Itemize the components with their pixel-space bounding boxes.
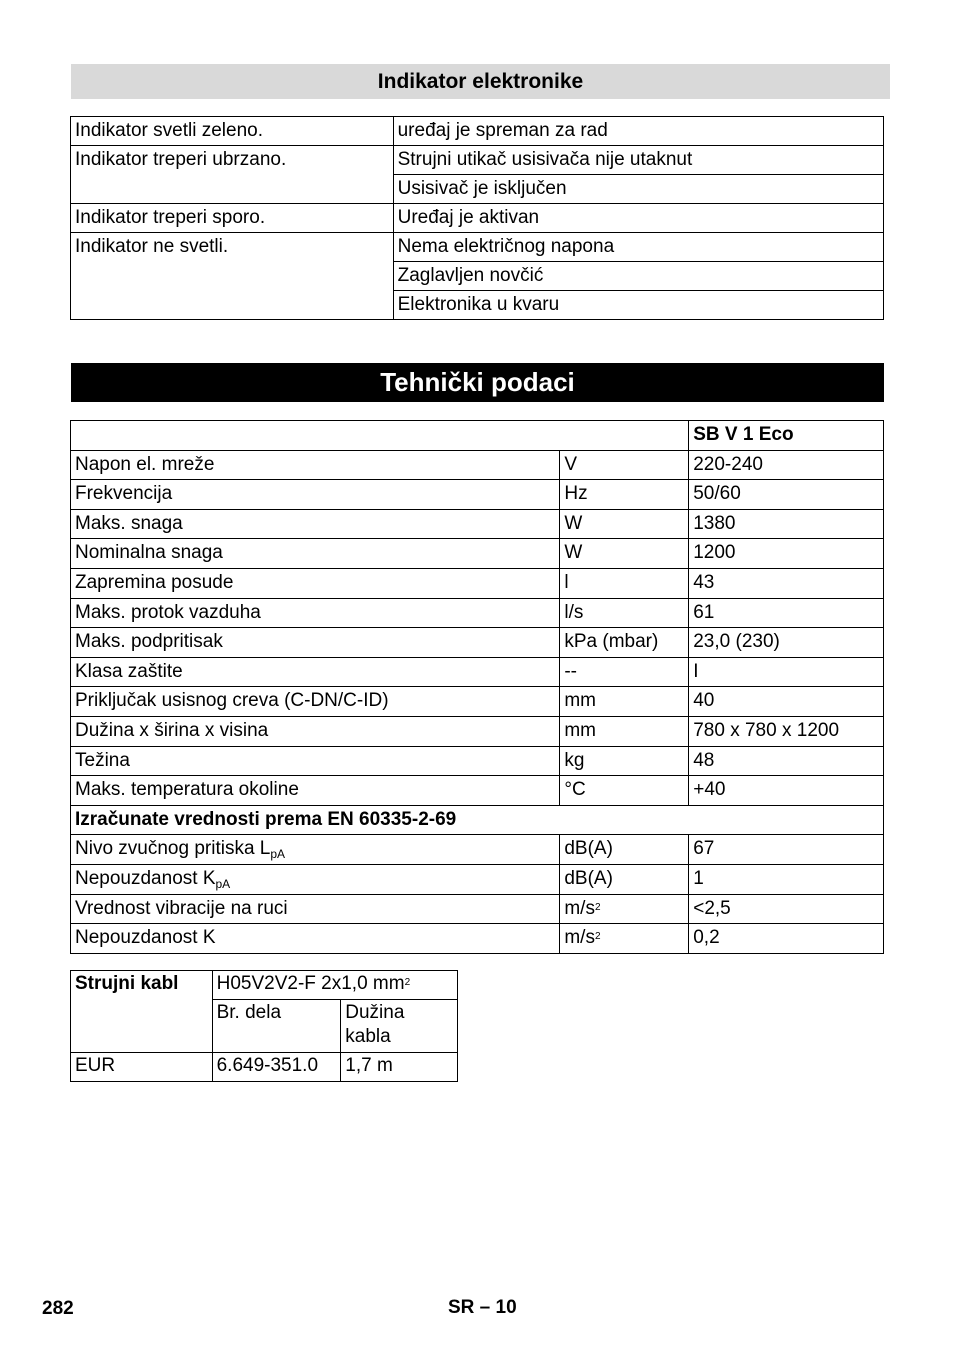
model-name (689, 421, 884, 451)
table-row (71, 971, 458, 1000)
spec-unit: V (560, 450, 689, 480)
spec-unit (560, 894, 689, 924)
spec-value: 220-240 (689, 450, 884, 480)
spec-label: Frekvencija (71, 480, 560, 510)
spec-label: Nominalna snaga (71, 539, 560, 569)
table-row (71, 450, 884, 480)
calc-heading-text: Izračunate vrednosti prema EN 60335-2-69 (75, 808, 457, 830)
indicator-meaning: uređaj je spreman za rad (393, 117, 883, 146)
indicator-section-heading: Indikator elektronike (71, 64, 890, 99)
table-row (71, 233, 884, 262)
spec-label-sub: pA (270, 847, 286, 862)
spec-value: 67 (689, 835, 884, 865)
indicator-state: Indikator ne svetli. (71, 233, 394, 320)
spec-label-text: Nepouzdanost K (75, 867, 216, 889)
cable-type (212, 971, 457, 1000)
indicator-meaning: Zaglavljen novčić (393, 262, 883, 291)
page-number: 282 (42, 1298, 74, 1319)
spec-value: 61 (689, 598, 884, 628)
indicator-state: Indikator svetli zeleno. (71, 117, 394, 146)
table-row (71, 204, 884, 233)
spec-value: 50/60 (689, 480, 884, 510)
cable-col-length: Dužina kabla (341, 1000, 458, 1053)
spec-unit: W (560, 509, 689, 539)
spec-unit: l/s (560, 598, 689, 628)
indicator-meaning: Uređaj je aktivan (393, 204, 883, 233)
spec-unit: °C (560, 776, 689, 806)
spec-unit-text: dB(A) (564, 867, 613, 889)
spec-label: Napon el. mreže (71, 450, 560, 480)
spec-label (71, 894, 560, 924)
spec-unit: W (560, 539, 689, 569)
spec-label: Zapremina posude (71, 568, 560, 598)
table-row (71, 716, 884, 746)
spec-value: 40 (689, 687, 884, 717)
spec-label: Dužina x širina x visina (71, 716, 560, 746)
spec-unit-text: m/s (564, 927, 595, 949)
spec-unit: Hz (560, 480, 689, 510)
table-row (71, 924, 884, 954)
table-row (71, 598, 884, 628)
spec-unit (560, 864, 689, 894)
spec-unit: -- (560, 657, 689, 687)
spec-value: 48 (689, 746, 884, 776)
empty-header-cell (71, 421, 689, 451)
indicator-meaning: Nema električnog napona (393, 233, 883, 262)
indicator-table (70, 116, 884, 320)
spec-unit: kPa (mbar) (560, 628, 689, 658)
cable-type-sup: 2 (404, 977, 411, 988)
table-row (71, 146, 884, 175)
spec-label: Klasa zaštite (71, 657, 560, 687)
spec-label: Maks. protok vazduha (71, 598, 560, 628)
spec-label (71, 864, 560, 894)
table-row (71, 657, 884, 687)
spec-unit-sup: 2 (594, 901, 601, 913)
spec-unit-sup: 2 (594, 931, 601, 943)
spec-unit: mm (560, 687, 689, 717)
technical-data-table (70, 420, 884, 954)
spec-label: Maks. podpritisak (71, 628, 560, 658)
model-name-text: SB V 1 Eco (693, 424, 794, 445)
table-row (71, 894, 884, 924)
table-row (71, 117, 884, 146)
cable-region: EUR (71, 1053, 213, 1082)
spec-value: 780 x 780 x 1200 (689, 716, 884, 746)
spec-unit-text: m/s (564, 897, 595, 919)
spec-value: 43 (689, 568, 884, 598)
table-row (71, 835, 884, 865)
technical-section-heading: Tehnički podaci (71, 363, 884, 402)
table-row (71, 480, 884, 510)
cable-label (71, 971, 213, 1053)
table-row (71, 864, 884, 894)
spec-value: 0,2 (689, 924, 884, 954)
cable-table (70, 970, 458, 1082)
spec-value: 1380 (689, 509, 884, 539)
spec-label-text: Nivo zvučnog pritiska L (75, 838, 271, 860)
spec-value: 1 (689, 864, 884, 894)
spec-label (71, 835, 560, 865)
spec-label (71, 924, 560, 954)
spec-value: +40 (689, 776, 884, 806)
spec-unit (560, 835, 689, 865)
spec-unit: l (560, 568, 689, 598)
language-page-label: SR – 10 (448, 1297, 517, 1318)
spec-label: Maks. snaga (71, 509, 560, 539)
table-row (71, 746, 884, 776)
spec-value: I (689, 657, 884, 687)
spec-value: <2,5 (689, 894, 884, 924)
table-row (71, 509, 884, 539)
indicator-meaning: Strujni utikač usisivača nije utaknut (393, 146, 883, 175)
spec-label: Težina (71, 746, 560, 776)
spec-unit: mm (560, 716, 689, 746)
spec-label-text: Nepouzdanost K (75, 927, 216, 949)
spec-label: Priključak usisnog creva (C-DN/C-ID) (71, 687, 560, 717)
spec-label: Maks. temperatura okoline (71, 776, 560, 806)
spec-value: 1200 (689, 539, 884, 569)
spec-unit (560, 924, 689, 954)
table-header-row (71, 421, 884, 451)
spec-label-text: Vrednost vibracije na ruci (75, 897, 288, 919)
cable-part-no: 6.649-351.0 (212, 1053, 341, 1082)
spec-value: 23,0 (230) (689, 628, 884, 658)
indicator-state: Indikator treperi sporo. (71, 204, 394, 233)
indicator-meaning: Usisivač je isključen (393, 175, 883, 204)
table-row (71, 1053, 458, 1082)
spec-label-sub: pA (215, 876, 231, 891)
cable-type-text: H05V2V2-F 2x1,0 mm (216, 973, 405, 994)
cable-label-text: Strujni kabl (75, 973, 179, 994)
table-row (71, 568, 884, 598)
spec-unit-text: dB(A) (564, 838, 613, 860)
cable-col-part: Br. dela (212, 1000, 341, 1053)
table-row (71, 539, 884, 569)
table-row (71, 687, 884, 717)
spec-unit: kg (560, 746, 689, 776)
cable-length: 1,7 m (341, 1053, 458, 1082)
table-row (71, 776, 884, 806)
table-row (71, 628, 884, 658)
indicator-meaning: Elektronika u kvaru (393, 291, 883, 320)
table-row (71, 805, 884, 835)
indicator-state: Indikator treperi ubrzano. (71, 146, 394, 204)
calc-heading (71, 805, 884, 835)
